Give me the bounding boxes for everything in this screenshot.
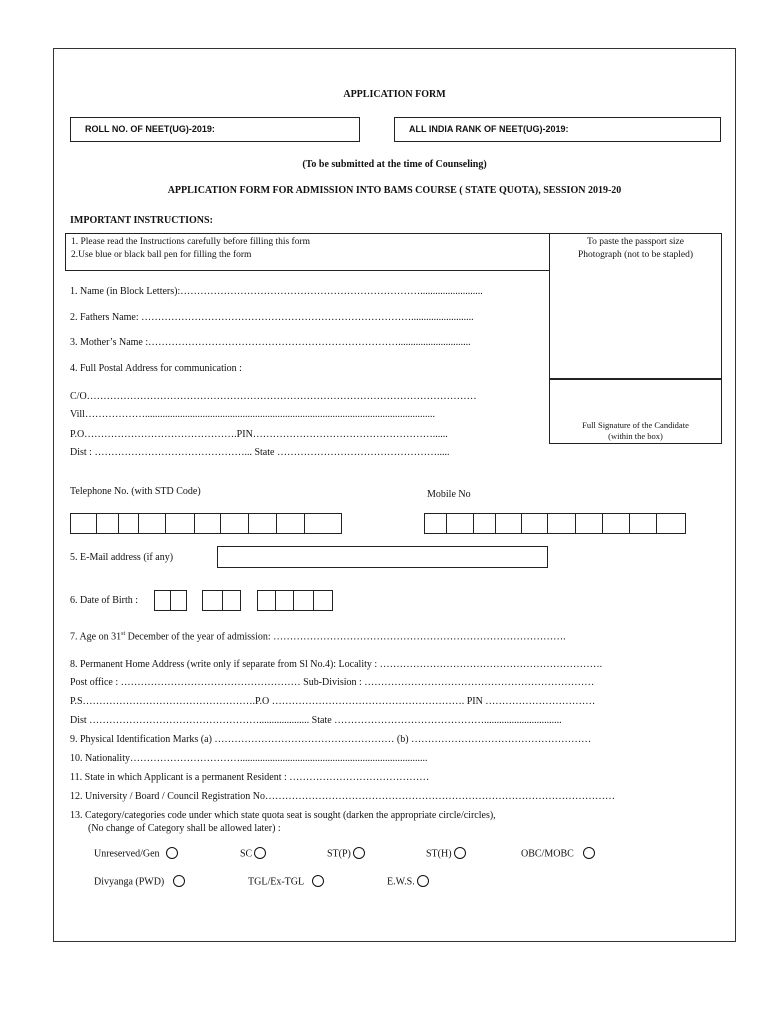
telephone-label: Telephone No. (with STD Code): [70, 486, 201, 497]
category-note: (No change of Category shall be allowed later) :: [88, 823, 281, 834]
photo-box[interactable]: [549, 233, 722, 379]
photo-text: To paste the passport size: [587, 237, 684, 247]
form-subtitle: APPLICATION FORM FOR ADMISSION INTO BAMS COURSE ( STATE QUOTA), SESSION 2019-20: [167, 185, 622, 196]
instructions-heading: IMPORTANT INSTRUCTIONS:: [70, 215, 213, 226]
co-field[interactable]: C/O………………………………………………………………………………………………………: [70, 391, 477, 402]
age-field[interactable]: 7. Age on 31st December of the year of admission: …………………………………………………………………………….: [70, 631, 566, 643]
roll-no-label: ROLL NO. OF NEET(UG)-2019:: [85, 124, 215, 134]
instruction-item: 2.Use blue or black ball pen for filling the form: [71, 250, 252, 260]
radio-circle-icon[interactable]: [583, 847, 595, 859]
application-form-page: [53, 48, 736, 942]
radio-circle-icon[interactable]: [173, 875, 185, 887]
category-option-pwd[interactable]: Divyanga (PWD): [94, 876, 185, 888]
radio-circle-icon[interactable]: [353, 847, 365, 859]
all-india-rank-field[interactable]: [394, 117, 721, 142]
category-option-ews[interactable]: E.W.S.: [387, 876, 429, 888]
category-option-gen[interactable]: Unreserved/Gen: [94, 848, 178, 860]
radio-circle-icon[interactable]: [166, 847, 178, 859]
dob-label: 6. Date of Birth :: [70, 595, 139, 606]
mother-name-field[interactable]: 3. Mother’s Name :………………………………………………………………….............................: [70, 337, 471, 348]
radio-circle-icon[interactable]: [254, 847, 266, 859]
form-title: APPLICATION FORM: [343, 89, 446, 100]
roll-no-field[interactable]: [70, 117, 360, 142]
registration-no-field[interactable]: 12. University / Board / Council Registration No……………………………………………………………………………………………: [70, 791, 615, 802]
rank-label: ALL INDIA RANK OF NEET(UG)-2019:: [409, 124, 569, 134]
radio-circle-icon[interactable]: [312, 875, 324, 887]
radio-circle-icon[interactable]: [417, 875, 429, 887]
category-option-obc[interactable]: OBC/MOBC: [521, 848, 595, 860]
ps-po-pin-field[interactable]: P.S…………………………………………….P.O …………………………………………………. PIN ……………………………: [70, 696, 596, 707]
signature-text: (within the box): [608, 431, 663, 441]
village-field[interactable]: Vill………………....................................................................................................................: [70, 409, 435, 420]
identification-marks-field[interactable]: 9. Physical Identification Marks (a) ……………………………………………… (b) ………………………………………………: [70, 734, 592, 745]
mobile-label: Mobile No: [427, 489, 471, 500]
category-option-sth[interactable]: ST(H): [426, 848, 466, 860]
radio-circle-icon[interactable]: [454, 847, 466, 859]
signature-box[interactable]: [549, 379, 722, 444]
category-option-tgl[interactable]: TGL/Ex-TGL: [248, 876, 324, 888]
dob-day-input[interactable]: [154, 590, 187, 611]
dob-year-input[interactable]: [257, 590, 333, 611]
telephone-input[interactable]: [70, 513, 342, 534]
category-option-sc[interactable]: SC: [240, 848, 266, 860]
email-label: 5. E-Mail address (if any): [70, 552, 174, 563]
dob-month-input[interactable]: [202, 590, 241, 611]
state-resident-field[interactable]: 11. State in which Applicant is a permanent Resident : ……………………………………: [70, 772, 430, 783]
dist-state-field-2[interactable]: Dist …………………………………………….................... State ………………………………………...............................: [70, 715, 562, 726]
permanent-address-field[interactable]: 8. Permanent Home Address (write only if separate from Sl No.4): Locality : ………………………………………………………….: [70, 659, 603, 670]
instruction-item: 1. Please read the Instructions carefully before filling this form: [71, 237, 311, 247]
father-name-field[interactable]: 2. Fathers Name: ……………………………………………………………………….........................: [70, 312, 474, 323]
name-field[interactable]: 1. Name (in Block Letters):……………………………………………………………….........................: [70, 286, 483, 297]
postal-address-label: 4. Full Postal Address for communication :: [70, 363, 242, 374]
post-office-field[interactable]: Post office : ……………………………………………… Sub-Division : ……………………………………………………………: [70, 677, 595, 688]
signature-text: Full Signature of the Candidate: [582, 420, 689, 430]
category-instruction: 13. Category/categories code under which state quota seat is sought (darken the appropriate circle/circles),: [70, 810, 496, 821]
email-input[interactable]: [217, 546, 548, 568]
photo-text: Photograph (not to be stapled): [577, 250, 694, 260]
dist-state-field[interactable]: Dist : ………………………………………... State ………………………………………….....: [70, 447, 450, 458]
mobile-input[interactable]: [424, 513, 686, 534]
nationality-field[interactable]: 10. Nationality……………………………...........................................................................: [70, 753, 428, 764]
category-option-stp[interactable]: ST(P): [327, 848, 365, 860]
po-pin-field[interactable]: P.O……………………………………….PIN………………………………………………......: [70, 429, 448, 440]
submission-note: (To be submitted at the time of Counseling): [302, 159, 487, 170]
instructions-box: [65, 233, 549, 271]
